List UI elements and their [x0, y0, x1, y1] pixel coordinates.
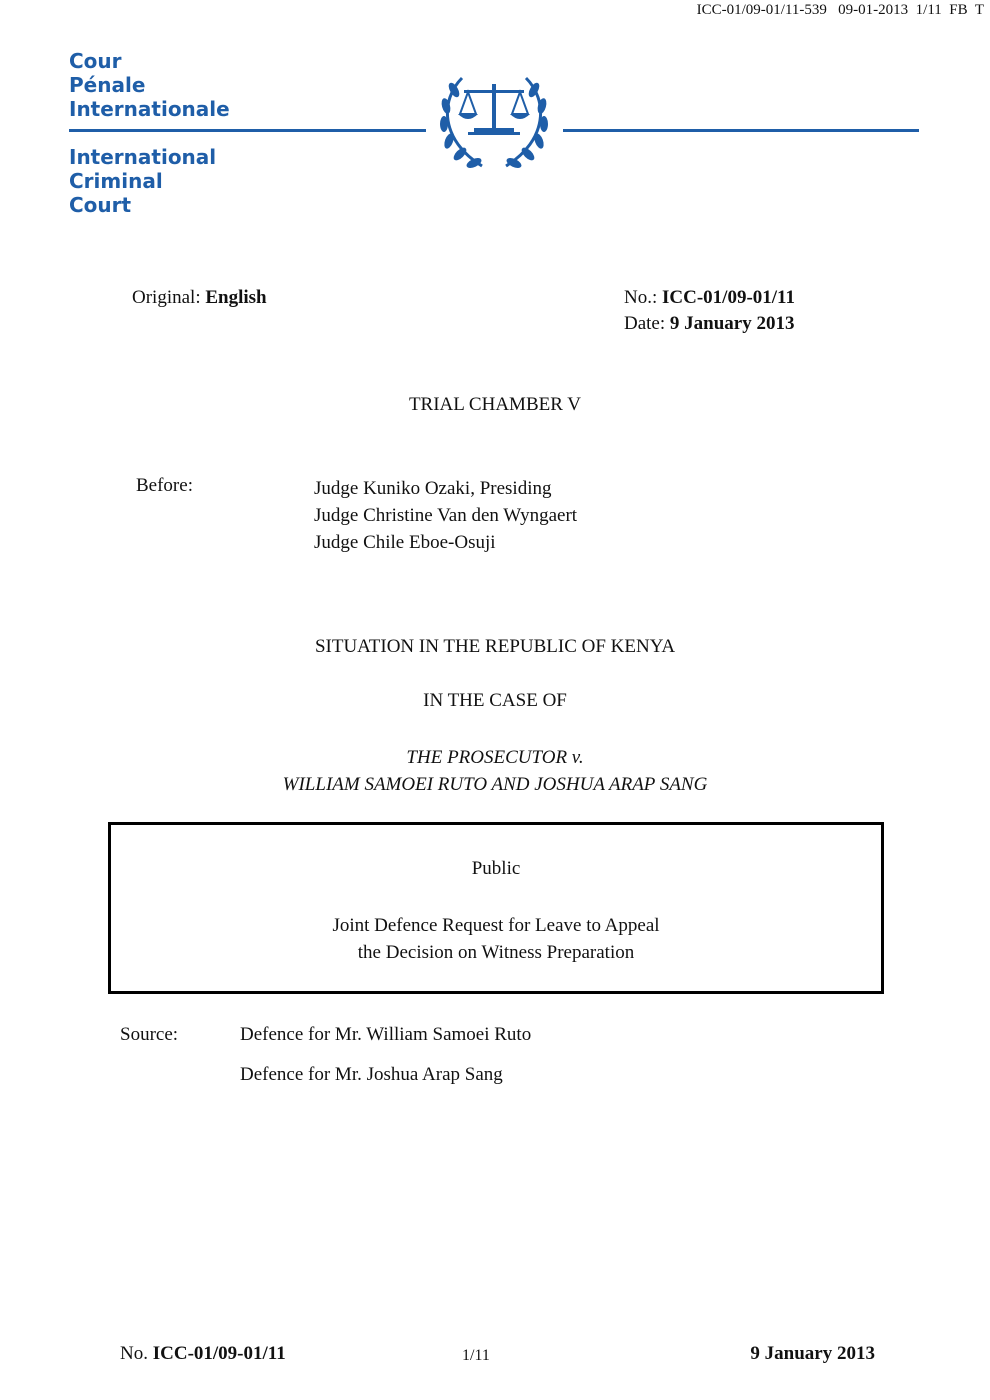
- document-title: Joint Defence Request for Leave to Appeal the Decision on Witness Preparation: [332, 915, 660, 963]
- document-stamp: ICC-01/09-01/11-539 09-01-2013 1/11 FB T: [696, 2, 984, 18]
- logo-rule-left: [69, 129, 426, 132]
- judge-item: Judge Kuniko Ozaki, Presiding: [314, 478, 552, 499]
- original-language: Original: English: [132, 287, 267, 308]
- logo-english-name: International Criminal Court: [69, 145, 217, 217]
- judges-list: [314, 475, 577, 556]
- source-label: Source:: [120, 1024, 179, 1045]
- case-number: No.: ICC-01/09-01/11: [624, 287, 795, 308]
- classification-label: Public: [471, 858, 521, 879]
- court-logo: [0, 0, 990, 220]
- source-entry: Defence for Mr. Joshua Arap Sang: [240, 1064, 503, 1085]
- judge-item: Judge Christine Van den Wyngaert: [314, 505, 578, 526]
- logo-french-name: Cour Pénale Internationale: [69, 49, 230, 121]
- chamber-title: TRIAL CHAMBER V: [408, 394, 582, 415]
- footer-case-number: No. ICC-01/09-01/11: [120, 1343, 286, 1364]
- document-title-box: [108, 822, 884, 994]
- situation-heading: SITUATION IN THE REPUBLIC OF KENYA: [314, 636, 676, 657]
- logo-rule-right: [563, 129, 919, 132]
- footer-page-number: 1/11: [462, 1347, 490, 1364]
- scales-of-justice-icon: [432, 70, 556, 172]
- judge-item: Judge Chile Eboe-Osuji: [314, 532, 496, 553]
- before-label: Before:: [136, 475, 193, 496]
- case-title: THE PROSECUTOR v. WILLIAM SAMOEI RUTO AND JOSHUA ARAP SANG: [282, 747, 708, 795]
- case-of-heading: IN THE CASE OF: [423, 690, 567, 711]
- footer-date: 9 January 2013: [750, 1343, 875, 1364]
- document-date: Date: 9 January 2013: [624, 313, 795, 334]
- source-entry: Defence for Mr. William Samoei Ruto: [240, 1024, 532, 1045]
